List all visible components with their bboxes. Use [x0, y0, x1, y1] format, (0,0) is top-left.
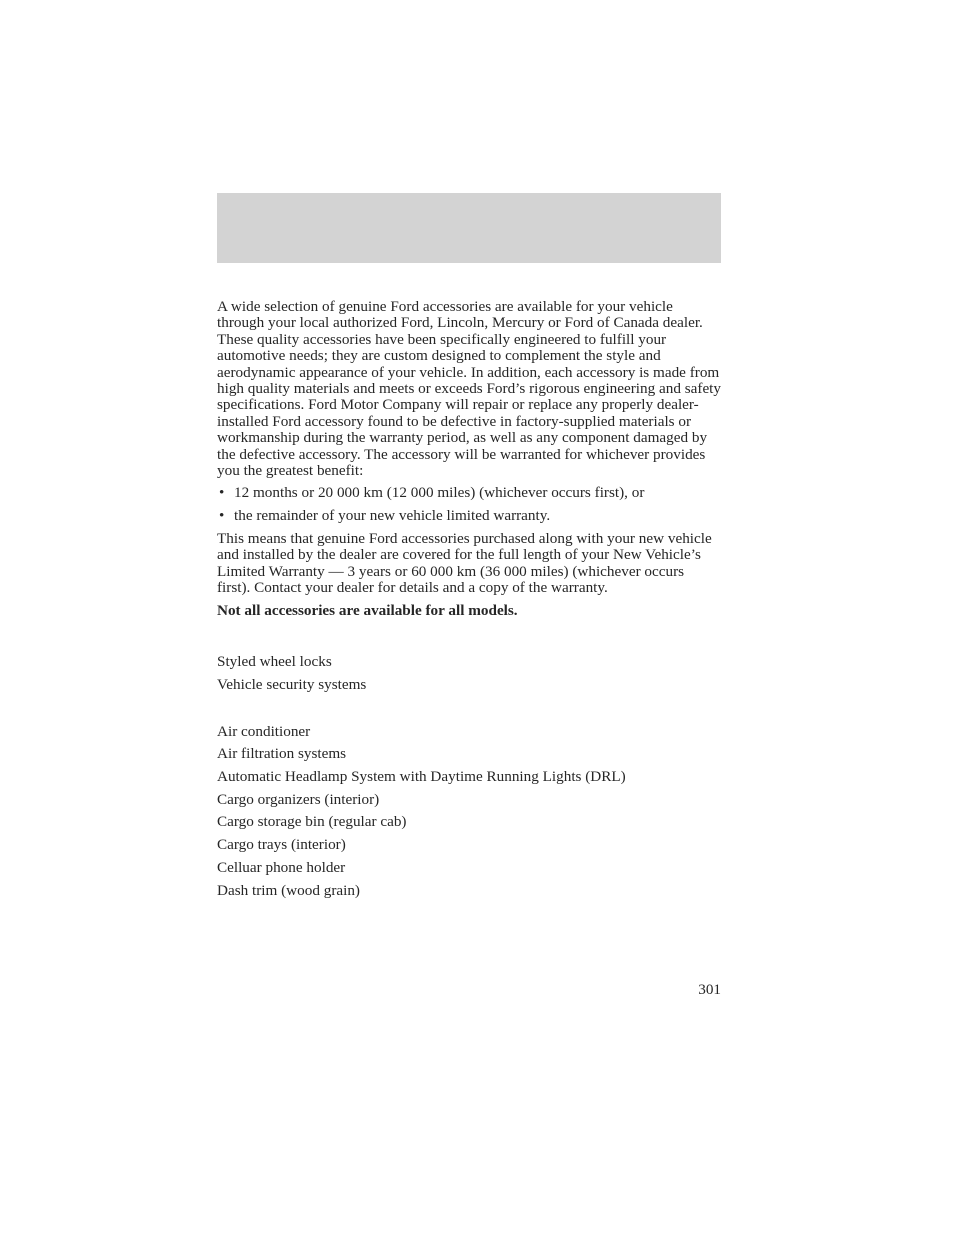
comfort-accessory-list: [217, 724, 721, 899]
list-item: Celluar phone holder: [217, 858, 346, 876]
list-item: Air conditioner: [217, 722, 311, 740]
list-item: Cargo trays (interior): [217, 836, 346, 854]
list-item: Styled wheel locks: [217, 653, 332, 671]
list-item: Air filtration systems: [217, 745, 347, 763]
bullet-item: [217, 508, 721, 524]
page-content: [217, 299, 721, 905]
bullet-text: 12 months or 20 000 km (12 000 miles) (whichever occurs first), or: [234, 484, 645, 502]
list-item: Dash trim (wood grain): [217, 881, 360, 899]
bullet-text: the remainder of your new vehicle limited warranty.: [234, 507, 551, 525]
bullet-item: [217, 485, 721, 501]
availability-note: Not all accessories are available for all models.: [217, 602, 518, 620]
list-item: Cargo storage bin (regular cab): [217, 813, 407, 831]
intro-paragraph: A wide selection of genuine Ford accessories are available for your vehicle through your local authorized Ford, Lincoln, Mercury or Ford of Canada dealer. These quality accessories have been specifically engineered to fulfill your automotive needs; they are custom designed to complement the style and aerodynamic appearance of your vehicle. In addition, each accessory is made from high quality materials and meets or exceeds Ford’s rigorous engineering and safety specifications. Ford Motor Company will repair or replace any properly dealer-installed Ford accessory found to be defective in factory-supplied materials or workmanship during the warranty period, as well as any component damaged by the defective accessory. The accessory will be warranted for whichever provides you the greatest benefit:: [217, 298, 721, 480]
list-item: Cargo organizers (interior): [217, 790, 380, 808]
page-number: 301: [698, 981, 721, 998]
bullet-icon: •: [219, 507, 225, 525]
list-item: Vehicle security systems: [217, 676, 367, 694]
bullet-icon: •: [219, 484, 225, 502]
list-item: Automatic Headlamp System with Daytime Running Lights (DRL): [217, 768, 626, 785]
security-accessory-list: [217, 654, 721, 693]
section-header-band: [217, 193, 721, 263]
warranty-bullet-list: [217, 485, 721, 524]
warranty-paragraph: This means that genuine Ford accessories purchased along with your new vehicle and installed by the dealer are covered for the full length of your New Vehicle’s Limited Warranty — 3 years or 60 000 km (36 000 miles) (whichever occurs first). Contact your dealer for details and a copy of the warranty.: [217, 530, 712, 597]
